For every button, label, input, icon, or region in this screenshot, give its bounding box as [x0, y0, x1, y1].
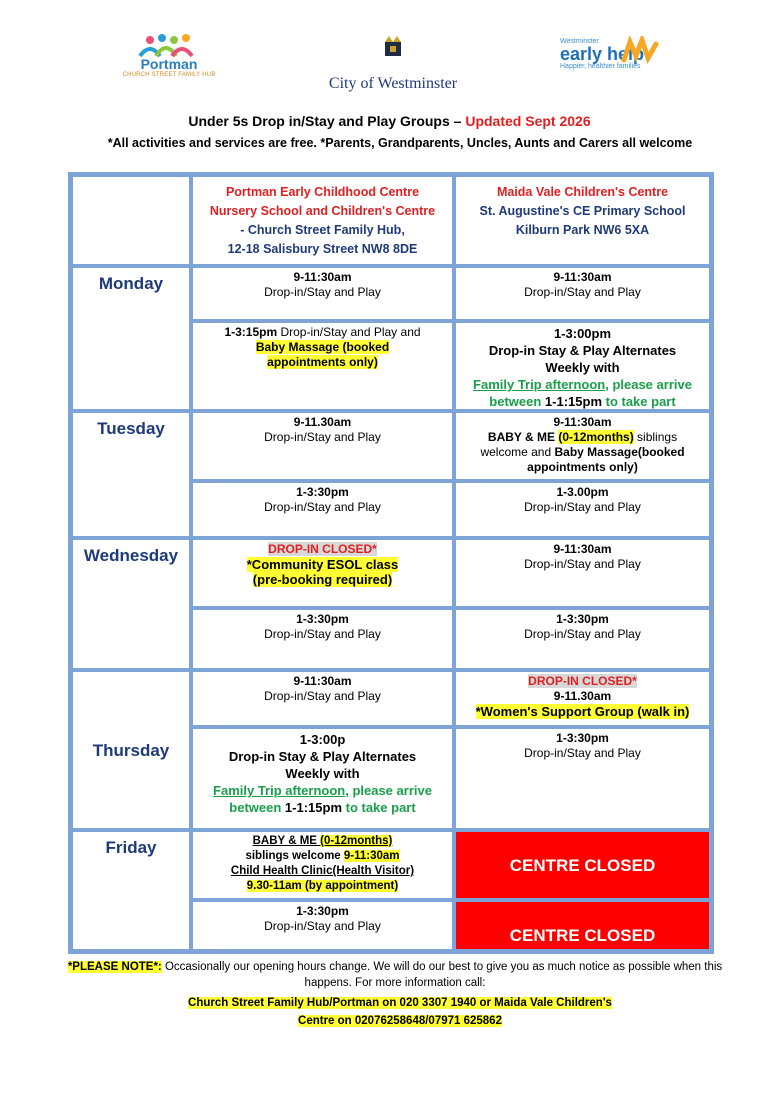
fri-am-maida-closed: CENTRE CLOSED: [454, 830, 711, 900]
time: 1-3:30pm: [296, 612, 349, 626]
arrive: , please arrive: [605, 377, 692, 392]
closed-tag: DROP-IN CLOSED*: [528, 674, 637, 688]
contact-text1: Church Street Family Hub/Portman on 020 3307 1940 or Maida Vale Children's: [188, 997, 612, 1009]
time: 1-3:30pm: [296, 485, 349, 499]
wed-pm-portman: [191, 608, 454, 670]
fri-pm-maida-closed: CENTRE CLOSED: [454, 900, 711, 951]
time: 9-11:30am: [293, 674, 352, 688]
line4: [193, 782, 452, 799]
line3: [456, 445, 709, 460]
westminster-logo-name: City of Westminster: [328, 75, 458, 92]
westminster-logo: [318, 36, 468, 93]
wed-pm-maida: [454, 608, 711, 670]
header-portman-l1: Portman Early Childhood Centre: [225, 185, 420, 199]
page-title: [0, 113, 779, 129]
crest-icon: [380, 36, 406, 60]
thu-pm-portman: [191, 727, 454, 830]
line2: Drop-in Stay & Play Alternates: [228, 749, 417, 764]
massage: Baby Massage(booked: [554, 445, 685, 459]
end: to take part: [602, 394, 676, 409]
desc: Drop-in/Stay and Play: [264, 627, 381, 641]
day-monday: Monday: [71, 266, 191, 411]
portman-logo-name: Portman: [140, 56, 198, 72]
header-maida-l1: Maida Vale Children's Centre: [496, 185, 669, 199]
desc: Drop-in/Stay and Play: [524, 500, 641, 514]
header-maida-l3: Kilburn Park NW6 5XA: [515, 223, 650, 237]
line1: [193, 325, 452, 340]
between: between: [489, 394, 545, 409]
desc: Drop-in/Stay and Play: [264, 689, 381, 703]
time: 9-11:30am: [293, 270, 352, 284]
tue-am-portman: [191, 411, 454, 481]
portman-logo-sub: CHURCH STREET FAMILY HUB: [122, 72, 216, 78]
line5: [193, 799, 452, 816]
note-text: Occasionally our opening hours change. We will do our best to give you as much notice as possible when this happens. For more information call:: [161, 961, 723, 989]
end: to take part: [342, 800, 416, 815]
desc: Drop-in/Stay and Play and: [277, 325, 421, 339]
line2: [193, 557, 452, 572]
line5: [456, 393, 709, 410]
trip-time: 1-1:15pm: [284, 800, 342, 815]
esol: *Community ESOL class: [246, 557, 399, 572]
header-portman-l4: 12-18 Salisbury Street NW8 8DE: [227, 242, 418, 256]
baby-me: BABY & ME: [487, 430, 559, 444]
contact-info: [180, 994, 620, 1030]
portman-logo: [110, 38, 228, 78]
time: 1-3:30pm: [296, 904, 349, 918]
baby-massage: Baby Massage (booked appointments only): [255, 340, 390, 369]
time: 1-3:30pm: [556, 731, 609, 745]
thu-am-maida: [454, 670, 711, 727]
line4: appointments only): [527, 460, 638, 474]
thu-pm-maida: [454, 727, 711, 830]
people-icon: [110, 32, 228, 60]
line3: [456, 704, 709, 719]
line1: [193, 542, 452, 557]
desc: Drop-in/Stay and Play: [264, 285, 381, 299]
earlyhelp-logo: [560, 38, 680, 70]
header-maida-l2: St. Augustine's CE Primary School: [479, 204, 686, 218]
earlyhelp-logo-name: early help: [560, 44, 645, 64]
line3: Weekly with: [285, 766, 360, 781]
mon-pm-portman: [191, 321, 454, 411]
line4: [456, 376, 709, 393]
earlyhelp-logo-tag: Happier, healthier families: [560, 63, 641, 70]
contact-line2: [180, 1012, 620, 1030]
footer-note: [55, 959, 735, 991]
desc: Drop-in/Stay and Play: [524, 746, 641, 760]
day-thursday: Thursday: [71, 670, 191, 830]
time: 1-3:15pm: [224, 325, 278, 339]
header-portman: [191, 175, 454, 266]
clinic-time: 9.30-11am (by appointment): [246, 880, 399, 892]
arrive: , please arrive: [345, 783, 432, 798]
line2: Drop-in Stay & Play Alternates: [488, 343, 677, 358]
age: (0-12months): [320, 835, 393, 847]
desc: Drop-in/Stay and Play: [524, 627, 641, 641]
line2: [193, 849, 452, 864]
hands-icon: [620, 36, 660, 64]
time: 1-3:00pm: [553, 326, 612, 341]
tue-am-maida: [454, 411, 711, 481]
line1: [193, 834, 452, 849]
fri-am-portman: [191, 830, 454, 900]
time: 9-11:30am: [553, 542, 612, 556]
line3: Weekly with: [545, 360, 620, 375]
prebook: (pre-booking required): [252, 572, 393, 587]
time: 9-11.30am: [553, 689, 612, 703]
closed-tag: DROP-IN CLOSED*: [268, 542, 377, 556]
logo-bar: [0, 28, 779, 98]
time: 1-3:30pm: [556, 612, 609, 626]
trip-link[interactable]: Family Trip afternoon: [473, 377, 606, 392]
between: between: [229, 800, 285, 815]
line2: [456, 430, 709, 445]
day-tuesday: Tuesday: [71, 411, 191, 538]
siblings: siblings: [633, 430, 678, 444]
wed-am-maida: [454, 538, 711, 608]
age: (0-12months): [558, 430, 634, 444]
time: 9-11:30am: [343, 850, 400, 862]
contact-text2: Centre on 02076258648/07971 625862: [298, 1015, 502, 1027]
highlight-text: [193, 340, 452, 370]
line3: Child Health Clinic(Health Visitor): [230, 865, 415, 877]
time: 9-11:30am: [553, 415, 612, 429]
desc: Drop-in/Stay and Play: [264, 500, 381, 514]
title-main: Under 5s Drop in/Stay and Play Groups –: [188, 113, 466, 129]
tue-pm-maida: [454, 481, 711, 538]
desc: Drop-in/Stay and Play: [264, 430, 381, 444]
time: 1-3.00pm: [556, 485, 609, 499]
desc: Drop-in/Stay and Play: [524, 285, 641, 299]
line4: [193, 879, 452, 894]
schedule-table: [68, 172, 714, 954]
desc: Drop-in/Stay and Play: [524, 557, 641, 571]
siblings: siblings welcome: [245, 850, 344, 862]
time: 1-3:00p: [299, 732, 346, 747]
baby-me: BABY & ME: [252, 835, 321, 847]
desc: Drop-in/Stay and Play: [264, 919, 381, 933]
mon-pm-maida: [454, 321, 711, 411]
trip-link[interactable]: Family Trip afternoon: [213, 783, 346, 798]
header-maida: [454, 175, 711, 266]
line1: [456, 674, 709, 689]
day-friday: Friday: [71, 830, 191, 951]
corner-cell: [71, 175, 191, 266]
wed-am-portman: [191, 538, 454, 608]
time: 9-11:30am: [553, 270, 612, 284]
contact-line1: [180, 994, 620, 1012]
header-portman-l3: - Church Street Family Hub,: [240, 223, 405, 237]
welcome: welcome and: [480, 445, 555, 459]
thu-am-portman: [191, 670, 454, 727]
earlyhelp-logo-top: Westminster: [560, 38, 599, 45]
fri-pm-portman: [191, 900, 454, 951]
title-updated: Updated Sept 2026: [465, 113, 591, 129]
day-wednesday: Wednesday: [71, 538, 191, 670]
mon-am-portman: [191, 266, 454, 321]
note-tag: *PLEASE NOTE*:: [67, 961, 162, 973]
time: 9-11.30am: [293, 415, 352, 429]
header-portman-l2: Nursery School and Children's Centre: [209, 204, 436, 218]
line3: [193, 572, 452, 587]
page-subtitle: *All activities and services are free. *Parents, Grandparents, Uncles, Aunts and Carers all welcome: [107, 136, 693, 150]
mon-am-maida: [454, 266, 711, 321]
womens-group: *Women's Support Group (walk in): [475, 704, 690, 719]
trip-time: 1-1:15pm: [544, 394, 602, 409]
tue-pm-portman: [191, 481, 454, 538]
